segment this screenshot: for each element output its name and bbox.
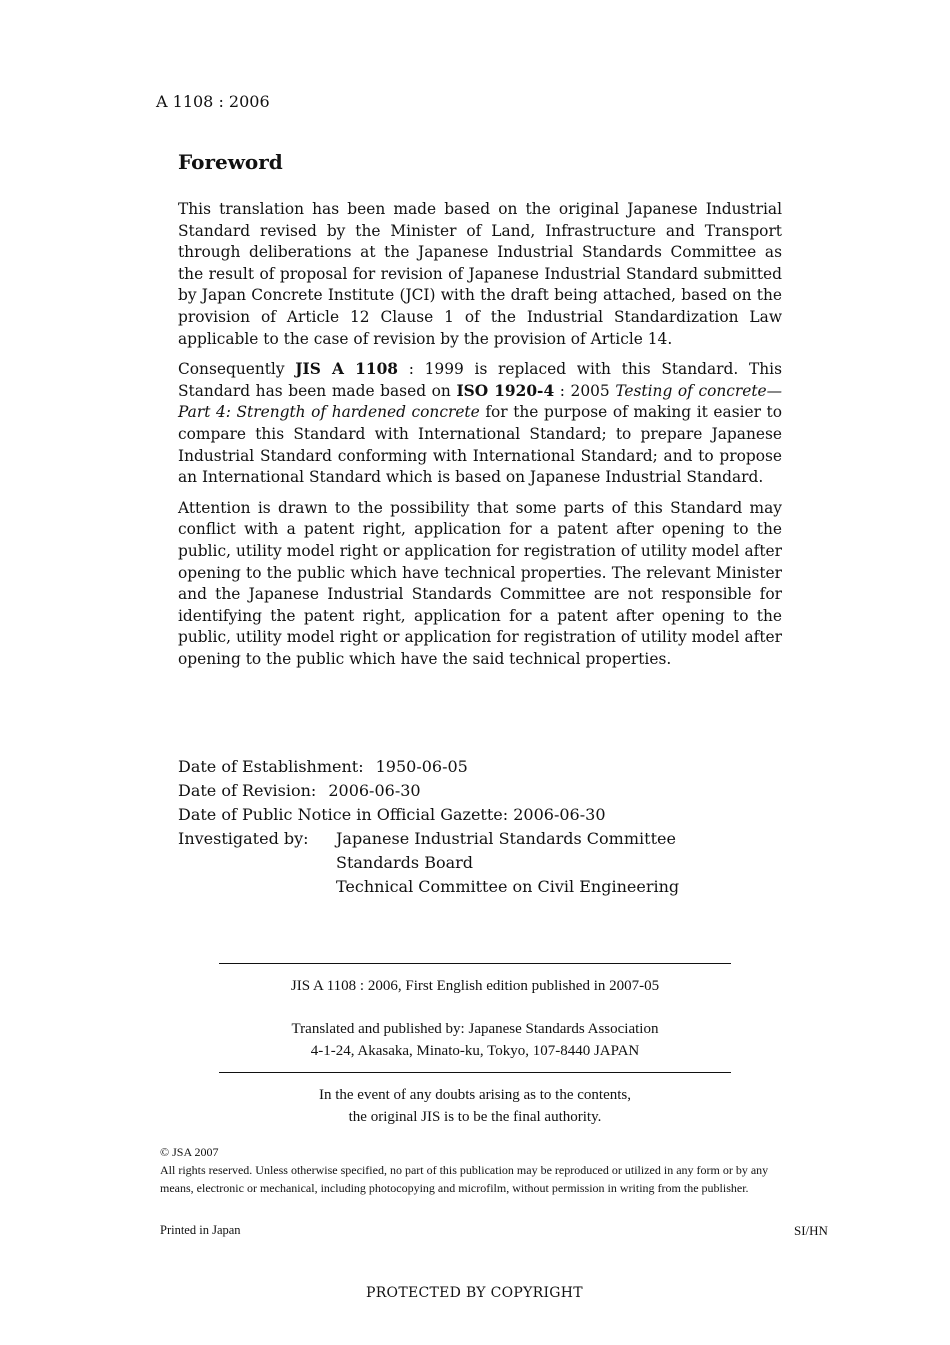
rights-statement: All rights reserved. Unless otherwise specified, no part of this publication may be reproduced or utilized in any form or by any means, electronic or mechanical, including photocopying and microfilm, without permission in writing from the publisher. [160,1163,769,1195]
divider-bottom [219,1072,731,1073]
revision-row [178,779,679,803]
iso-ref: ISO 1920-4 [456,381,555,400]
notice-row [178,803,679,827]
establishment-row [178,755,679,779]
foreword-paragraph-3: Attention is drawn to the possibility that some parts of this Standard may conflict with a patent right, application for a patent after opening to the public, utility model right or application for registration of utility model after opening to the public which have technical properties. The relevant Minister and the Japanese Industrial Standards Committee are not responsible for identifying the patent right, application for a patent after opening to the public, utility model right or application for registration of utility model after opening to the public which have the said technical properties. [178,498,782,668]
investigated-line-1: Japanese Industrial Standards Committee [336,829,676,848]
foreword-body [178,199,782,679]
investigated-line-3: Technical Committee on Civil Engineering [336,877,680,896]
printer-code: SI/HN [794,1223,828,1238]
revision-value: 2006-06-30 [328,781,421,800]
p2-text-4: for the purpose of making it easier to compare this Standard with International Standard; to prepare Japanese Industrial Standard conforming with International Standard; and to propose an International Standard which is based on Japanese Industrial Standard. [178,403,783,487]
copyright-notice: © JSA 2007 [160,1145,219,1159]
authority-line-1: In the event of any doubts arising as to the contents, [318,1087,631,1103]
dates-block [178,755,679,899]
investigated-row [178,827,679,899]
edition-line: JIS A 1108 : 2006, First English edition published in 2007-05 [290,978,660,994]
publisher-line-2: 4-1-24, Akasaka, Minato-ku, Tokyo, 107-8440 JAPAN [310,1043,640,1059]
p2-text-1: Consequently [178,360,296,379]
p2-text-2: : 1999 is replaced with this Standard. This Standard has been made based on [178,360,782,400]
p2-text-3: : 2005 [554,381,616,400]
notice-label: Date of Public Notice in Official Gazette: [178,805,509,824]
foreword-paragraph-2 [178,359,782,489]
establishment-label: Date of Establishment: [178,757,364,776]
copyright-block [160,1143,790,1197]
publisher-line-1: Translated and published by: Japanese Standards Association [291,1021,659,1037]
iso-title: Testing of concrete—Part 4: Strength of hardened concrete [178,381,783,422]
standard-id: A 1108 : 2006 [156,92,270,111]
protected-footer: PROTECTED BY COPYRIGHT [366,1285,583,1301]
investigated-label: Investigated by: [178,829,309,848]
investigated-lines [336,827,679,899]
notice-value: 2006-06-30 [513,805,606,824]
authority-line-2: the original JIS is to be the final authority. [348,1109,602,1125]
printed-in: Printed in Japan [160,1223,241,1237]
investigated-line-2: Standards Board [336,853,474,872]
revision-label: Date of Revision: [178,781,317,800]
jis-ref: JIS A 1108 [295,360,399,379]
establishment-value: 1950-06-05 [375,757,468,776]
foreword-title: Foreword [178,150,283,174]
foreword-paragraph-1: This translation has been made based on the original Japanese Industrial Standard revised by the Minister of Land, Infrastructure and Transport through deliberations at the Japanese Industrial Standards Committee as the result of proposal for revision of Japanese Industrial Standard submitted by Japan Concrete Institute (JCI) with the draft being attached, based on the provision of Article 12 Clause 1 of the Industrial Standardization Law applicable to the case of revision by the provision of Article 14. [178,200,782,348]
divider-top [219,963,731,964]
